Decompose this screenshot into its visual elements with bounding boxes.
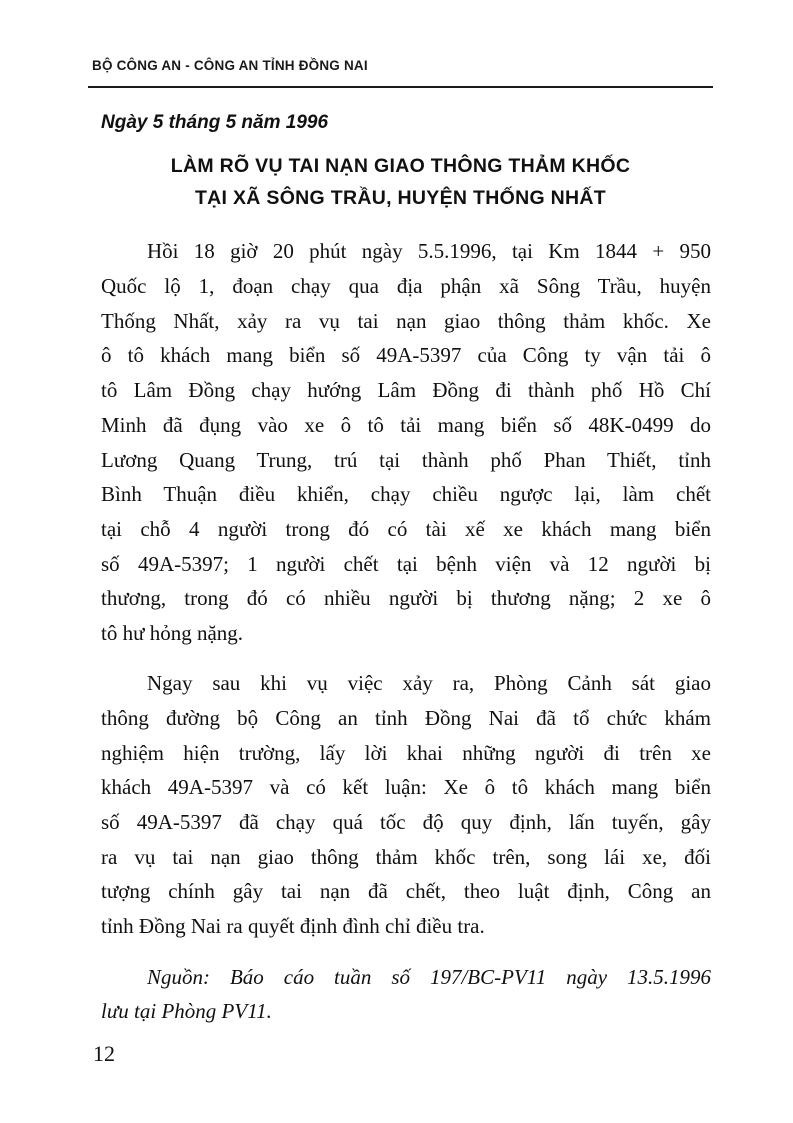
running-header: BỘ CÔNG AN - CÔNG AN TỈNH ĐỒNG NAI: [92, 58, 368, 73]
article-title-line-1: LÀM RÕ VỤ TAI NẠN GIAO THÔNG THẢM KHỐC: [170, 155, 631, 177]
text-line: ô tô khách mang biển số 49A-5397 của Công ty vận tải ô: [101, 343, 711, 367]
text-line: ra vụ tai nạn giao thông thảm khốc trên, song lái xe, đối: [101, 845, 711, 869]
article-title-line-2: TẠI XÃ SÔNG TRẦU, HUYỆN THỐNG NHẤT: [194, 187, 607, 209]
text-line: tỉnh Đồng Nai ra quyết định đình chỉ điều tra.: [101, 914, 485, 938]
text-line: Bình Thuận điều khiển, chạy chiều ngược lại, làm chết: [101, 482, 711, 506]
text-line: Quốc lộ 1, đoạn chạy qua địa phận xã Sông Trầu, huyện: [101, 274, 711, 298]
text-line: tượng chính gây tai nạn đã chết, theo luật định, Công an: [101, 879, 711, 903]
text-line: thương, trong đó có nhiều người bị thương nặng; 2 xe ô: [101, 586, 711, 610]
source-note-line-1: Nguồn: Báo cáo tuần số 197/BC-PV11 ngày 13.5.1996: [147, 965, 711, 989]
text-line: Lương Quang Trung, trú tại thành phố Phan Thiết, tỉnh: [101, 448, 711, 472]
text-line: tô Lâm Đồng chạy hướng Lâm Đồng đi thành phố Hồ Chí: [101, 378, 711, 402]
text-line: nghiệm hiện trường, lấy lời khai những người đi trên xe: [101, 741, 711, 765]
text-line: thông đường bộ Công an tỉnh Đồng Nai đã tổ chức khám: [101, 706, 711, 730]
entry-date: Ngày 5 tháng 5 năm 1996: [101, 112, 329, 133]
text-line: Ngay sau khi vụ việc xảy ra, Phòng Cảnh sát giao: [147, 671, 711, 695]
text-line: số 49A-5397; 1 người chết tại bệnh viện và 12 người bị: [101, 552, 711, 576]
text-line: Thống Nhất, xảy ra vụ tai nạn giao thông thảm khốc. Xe: [101, 309, 711, 333]
text-line: Minh đã đụng vào xe ô tô tải mang biển số 48K-0499 do: [101, 413, 711, 437]
text-line: Hồi 18 giờ 20 phút ngày 5.5.1996, tại Km 1844 + 950: [147, 239, 711, 263]
text-line: tại chỗ 4 người trong đó có tài xế xe khách mang biển: [101, 517, 711, 541]
page-number: 12: [93, 1041, 115, 1066]
text-line: tô hư hỏng nặng.: [101, 621, 244, 645]
text-line: số 49A-5397 đã chạy quá tốc độ quy định, lấn tuyến, gây: [101, 810, 711, 834]
source-note-line-2: lưu tại Phòng PV11.: [101, 999, 272, 1023]
text-line: khách 49A-5397 và có kết luận: Xe ô tô khách mang biển: [101, 775, 711, 799]
header-rule: [88, 86, 713, 88]
